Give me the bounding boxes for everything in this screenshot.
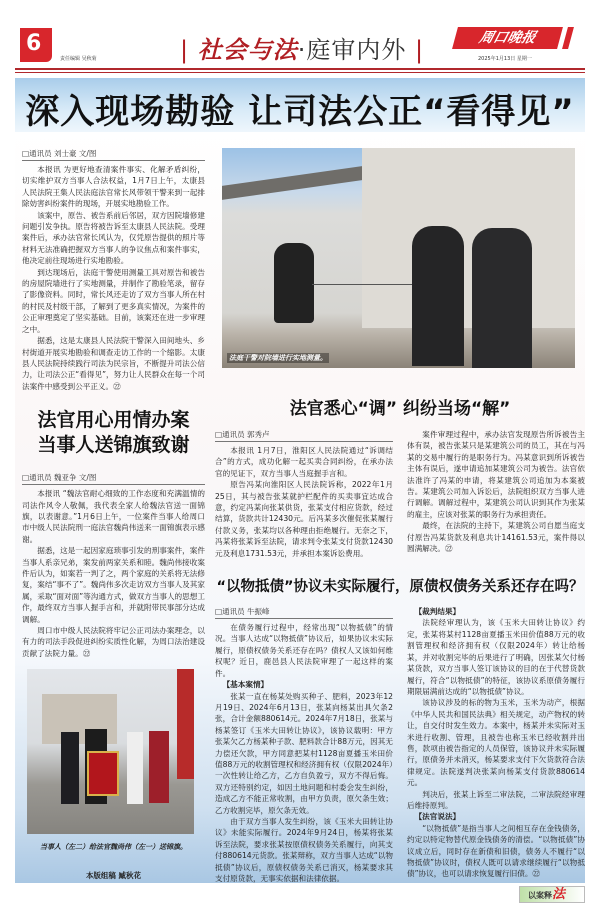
paragraph: 据悉，这是一起因家庭琐事引发的刑事案件，案件当事人系亲兄弟，案发前两家关系和睦。魏尚伟接收案件后认为，如案若一判了之，两个家庭的关系将无法修复，案结“事不了”。魏尚伟多次走访双方当事人及其家属，采取“面对面”等沟通方式，做双方当事人的思想工作，最终双方当事人握手言和，并就附带民事部分达成调解。 — [22, 546, 205, 624]
paragraph: 周口市中级人民法院将牢记公正司法办案理念，以有力的司法手段促进纠纷实质性化解，为周口法治建设贡献了法院力量。㉒ — [22, 626, 205, 658]
article1-body — [22, 164, 205, 392]
paragraph: 由于双方当事人发生纠纷，该《玉米大田转让协议》未能实际履行。2024年9月24日，杨某将张某诉至法院，要求张某按原债权债务关系履行，向其支付880614元货款。张某辩称，双方当事人达成“以物抵债”协议后，原债权债务关系已消灭，杨某要求其支付原货款，无事实依据和法律依据。 — [215, 816, 393, 883]
article4-byline: □通讯员 牛振峰 — [215, 606, 393, 619]
person-standing — [472, 228, 532, 368]
article3-column2 — [407, 429, 585, 554]
section-name: 庭审内外 — [306, 36, 407, 64]
person — [61, 732, 79, 804]
article1-byline: □通讯员 刘士豪 文/图 — [22, 148, 205, 161]
article3-headline: 法官悉心“调” 纠纷当场“解” — [289, 399, 511, 419]
section-title — [180, 30, 424, 65]
article2-byline: □通讯员 魏亚争 文/图 — [22, 472, 205, 485]
article1-photo-caption: 法庭干警对院墙进行实地测量。 — [229, 354, 327, 362]
article3-left — [215, 429, 393, 559]
paragraph: 案件审理过程中，承办法官发现原告所诉被告主体有误，被告张某只是某建筑公司的员工，其在与冯某的交易中履行的是职务行为。冯某意识到所诉被告主体有误后，遂申请追加某建筑公司为被告。法官依法准许了冯某的申请，将某建筑公司追加为本案被告。某建筑公司加入诉讼后，法院组织双方当事人进行调解。调解过程中，某建筑公司认识到其作为张某的雇主，应该对张某的职务行为承担责任。 — [407, 430, 585, 519]
separator: | — [415, 36, 425, 64]
paragraph: 判决后，张某上诉至二审法院，二审法院经审理后维持原判。 — [407, 789, 585, 810]
article4-right — [407, 606, 585, 903]
paragraph: 本报讯 “魏法官耐心细致的工作态度和充满温情的司法作风令人敬佩，我代表全家人给魏法官送一面锦旗，以表谢意。”1月6日上午，一位案件当事人给周口市中级人民法院刑一庭法官魏尚伟送来一面锦旗表示感谢。 — [22, 489, 205, 544]
article4-left — [215, 606, 393, 884]
badge-text: 以案释 — [528, 890, 552, 900]
wall — [362, 148, 575, 328]
paragraph: 该案中，原告、被告系前后邻居，双方因院墙修建问题引发争执。原告将被告诉至太康县人民法院。受理案件后，承办法官常长风认为，仅凭原告提供的照片等材料无法准确把握双方当事人的争议焦点和案件事实，他决定前往现场进行实地勘验。 — [22, 210, 205, 266]
paragraph: 该协议涉及的标的物为玉米，玉米为动产，根据《中华人民共和国民法典》相关规定，动产物权的转让，自交付时发生效力。本案中，杨某并未实际对玉米进行收割、管理，且被告也称玉米已经收割并出售，款项由被告指定的人员保管，该协议并未实际履行，原债务并未消灭，杨某要求支付下欠货款符合法律规定。法院遂判决张某向杨某支付货款880614元。 — [407, 698, 585, 788]
subheading: 【法官说法】 — [414, 812, 461, 822]
paragraph: 法院经审理认为，该《玉米大田转让协议》约定，张某将某村1128亩夏播玉米田价值88万元的收割管理权和经济拥有权（仅限2024年）转让给杨某，并对收割完毕的后果进行了明确，因张某欠付杨某货款，双方当事人签订该协议的目的在于代替货款履行，符合“以物抵债”的特征，该协议系原债务履行期限届满前达成的“以物抵债”协议。 — [407, 618, 585, 696]
paragraph: 据悉，这是太康县人民法院干警深入田间地头、乡村街道开展实地勘验和调查走访工作的一个缩影。太康县人民法院持续践行司法为民宗旨，不断提升司法公信力，让司法公正“看得见”，努力让人民群众在每一个司法案件中感受到公平正义。㉒ — [22, 336, 205, 391]
case-law-badge — [519, 886, 585, 903]
article4-column1 — [215, 622, 393, 884]
article2-photo-caption: 当事人（左二）给法官魏尚伟（左一）送锦旗。 — [40, 843, 187, 852]
subheading: 【基本案情】 — [222, 680, 269, 690]
article2-photo — [27, 669, 194, 834]
person — [127, 732, 143, 804]
article3-column1 — [215, 445, 393, 559]
paragraph: “以物抵债”是指当事人之间相互存在金钱债务，约定以特定物替代原金钱债务的清偿。“以物抵债”协议成立后，同时存在新债和旧债，债务人不履行“以物抵债”协议时，债权人既可以请求继续履行“以物抵债”协议，也可以请求恢复履行旧债。㉒ — [407, 823, 585, 879]
person-measuring — [274, 243, 314, 323]
paragraph: 本报讯 1月7日，淮阳区人民法院通过“诉调结合”的方式，成功化解一起买卖合同纠纷，在承办法官的见证下，双方当事人当庭握手言和。 — [215, 446, 393, 478]
logo-slash — [562, 27, 574, 49]
subheading: 【裁判结果】 — [414, 607, 461, 617]
newspaper-logo: 周口晚报 — [452, 27, 563, 49]
separator: | — [180, 36, 190, 64]
responsible-editor: 责任编辑 吴秋菊 — [60, 56, 97, 62]
main-headline: 深入现场勘验 让司法公正“看得见” — [25, 92, 575, 132]
section-dot: · — [297, 36, 307, 64]
section-bold: 社会与法 — [197, 36, 298, 64]
right-column — [215, 148, 585, 923]
page-editor-credit: 本版组稿 臧秋花 — [85, 871, 142, 881]
article4-headline: “以物抵债”协议未实际履行，原债权债务关系还存在吗？ — [216, 579, 584, 596]
paragraph: 本报讯 为更好地查清案件事实、化解矛盾纠纷，切实维护双方当事人合法权益，1月7日上午，太康县人民法院王集人民法庭法官常长风带领干警来到一起排除妨害纠纷案件的现场，开展实地勘验工作。 — [22, 165, 205, 209]
article4-column2 — [407, 606, 585, 880]
left-column — [22, 148, 205, 901]
headline-line: 法官用心用情办案 — [37, 409, 190, 432]
paragraph: 张某一直在杨某处购买种子、肥料，2023年12月19日、2024年6月13日，张某向杨某出具欠条2张，合计金额880614元。2024年7月18日，张某与杨某签订《玉米大田转让协议》，该协议载明：甲方张某欠乙方杨某种子款、肥料款合计88万元，因其无力偿还欠款，甲方同意把某村1128亩夏播玉米田价值88万元的收割管理权和经济拥有权（仅限2024年）一次性转让给乙方，乙方自负盈亏，双方不得后悔。双方还特别约定，如因土地问题和村委会发生纠纷，造成乙方不能正常收割，由甲方负责，原欠条生效；乙方收割完毕，原欠条无效。 — [215, 691, 393, 815]
paragraph: 在债务履行过程中，经常出现“以物抵债”的情况。当事人达成“以物抵债”协议后，如果协议未实际履行，原债权债务关系还存在吗？债权人又该如何维权呢？近日，鹿邑县人民法院审理了一起这样的案件。 — [215, 623, 393, 678]
wall-roof — [222, 166, 362, 200]
page-number: 6 — [20, 28, 52, 62]
person — [149, 731, 169, 803]
header-rule-thin — [15, 72, 585, 73]
article4-columns — [215, 606, 585, 903]
measuring-tape — [312, 284, 412, 285]
article2-headline — [22, 408, 205, 458]
paragraph: 原告冯某向淮阳区人民法院诉称，2022年1月25日，其与被告张某就护栏配件的买卖事宜达成合意，约定冯某向张某供货，张某支付相应货款，经过结算，货款共计12430元。后冯某多次催促张某履行付款义务，张某均以各种理由拒绝履行。无奈之下，冯某将张某诉至法院，请求判令张某支付货款12430元及利息1731.53元，并承担本案诉讼费用。 — [215, 480, 393, 558]
paragraph: 最终，在法院的主持下，某建筑公司自愿当庭支付原告冯某货款及利息共计14161.53元，案件得以圆满解决。㉒ — [407, 521, 585, 554]
person-standing — [412, 226, 464, 366]
red-sign — [177, 669, 194, 779]
badge-accent: 法 — [552, 886, 566, 902]
silk-banner — [87, 751, 119, 796]
headline-line: 当事人送锦旗致谢 — [37, 434, 190, 457]
paragraph: 到达现场后，法庭干警使用测量工具对原告和被告的房屋院墙进行了实地测量，并制作了勘验笔录，留存了影像资料。同时，常长风还走访了双方当事人所在村的村民及村级干部，了解到了更多真实情况，为案件的公正审理奠定了坚实基础。目前，该案还在进一步审理之中。 — [22, 267, 205, 334]
article1-photo — [222, 148, 575, 368]
issue-date: 2025年1月13日 星期一 — [478, 56, 532, 62]
article2-body — [22, 488, 205, 659]
article3-byline: □通讯员 郭秀卢 — [215, 429, 393, 442]
article3-columns — [215, 429, 585, 559]
header-rule — [15, 68, 585, 70]
